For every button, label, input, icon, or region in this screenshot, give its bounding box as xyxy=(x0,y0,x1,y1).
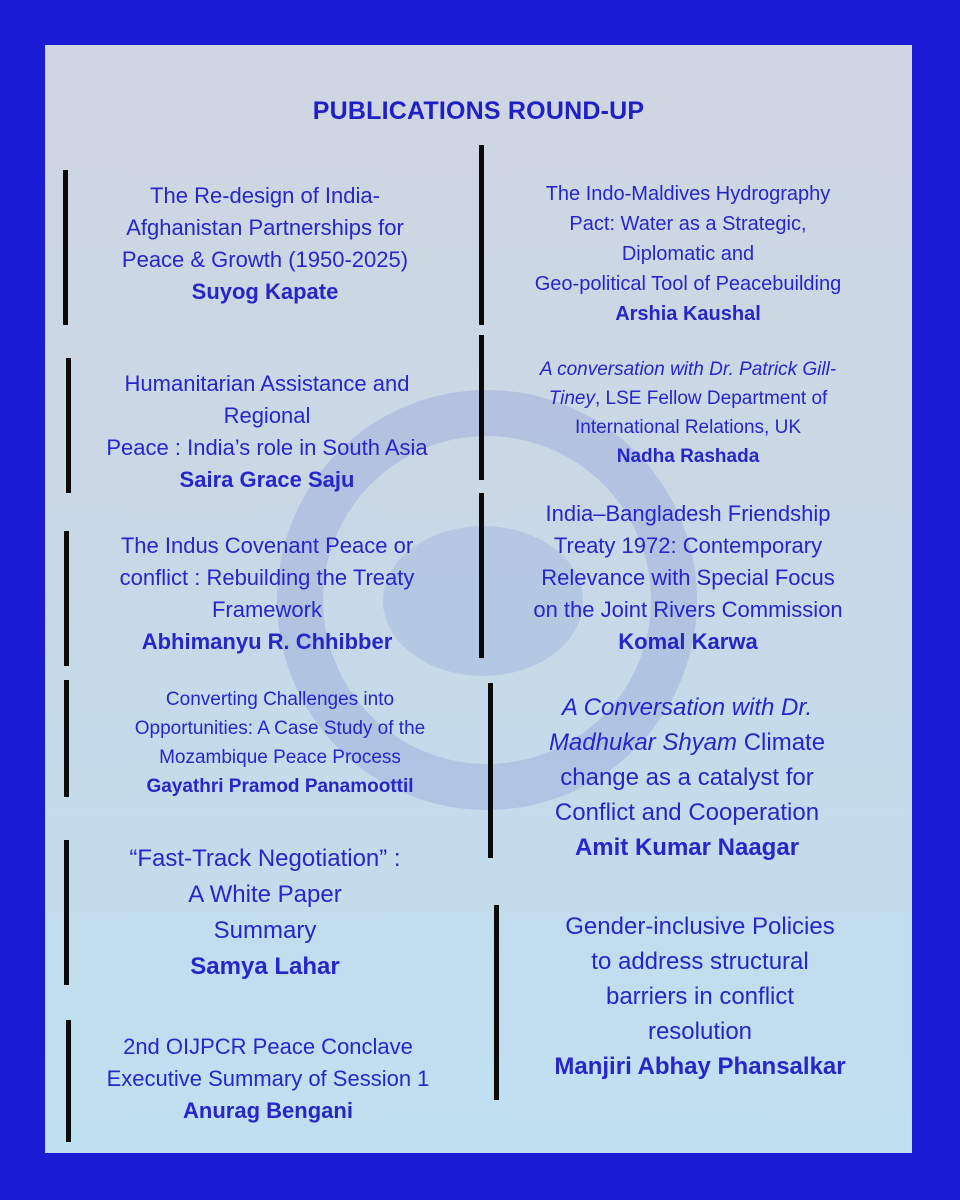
publication-title-line: “Fast-Track Negotiation” : xyxy=(129,845,401,872)
publication-entry xyxy=(505,909,895,1084)
publication-title-text: , LSE Fellow Department of xyxy=(594,388,828,409)
publication-title-line: Geo-political Tool of Peacebuilding xyxy=(534,273,842,295)
publication-title-line: 2nd OIJPCR Peace Conclave xyxy=(123,1034,413,1059)
publication-title-line: Opportunities: A Case Study of the xyxy=(134,718,426,739)
publication-title-line: barriers in conflict xyxy=(605,983,795,1010)
publication-entry xyxy=(497,690,877,865)
divider-bar xyxy=(64,531,69,666)
publication-author: Abhimanyu R. Chhibber xyxy=(141,629,393,654)
divider-bar xyxy=(479,145,484,325)
divider-bar xyxy=(64,680,69,797)
publication-title-line: Gender-inclusive Policies xyxy=(565,913,835,940)
publication-title-line xyxy=(493,355,883,384)
publication-title-line: on the Joint Rivers Commission xyxy=(533,597,843,622)
publication-entry xyxy=(493,498,883,658)
publication-title-line: The Re-design of India- xyxy=(150,183,380,208)
publication-title-line: Treaty 1972: Contemporary xyxy=(553,533,823,558)
publication-title-italic: Tiney xyxy=(548,388,595,409)
publication-title-line: Summary xyxy=(213,917,317,944)
publication-title-line: India–Bangladesh Friendship xyxy=(545,501,831,526)
publication-author: Samya Lahar xyxy=(190,953,340,980)
publication-title-line: Conflict and Cooperation xyxy=(554,799,820,826)
publication-author: Arshia Kaushal xyxy=(615,303,761,325)
publication-author: Saira Grace Saju xyxy=(179,467,355,492)
publication-title-line: Peace : India’s role in South Asia xyxy=(106,435,428,460)
publication-author: Suyog Kapate xyxy=(191,279,339,304)
divider-bar xyxy=(488,683,493,858)
publication-title-line: to address structural xyxy=(591,948,809,975)
publication-author: Nadha Rashada xyxy=(616,446,760,467)
publication-title-line: Humanitarian Assistance and xyxy=(124,371,410,396)
publication-title-line xyxy=(497,725,877,760)
publication-title-italic: Madhukar Shyam xyxy=(548,729,738,756)
divider-bar xyxy=(494,905,499,1100)
publication-entry xyxy=(75,180,455,308)
publication-title-line: Afghanistan Partnerships for xyxy=(126,215,404,240)
publication-title-line xyxy=(497,690,877,725)
publication-entry xyxy=(493,355,883,471)
page-title: PUBLICATIONS ROUND-UP xyxy=(312,97,645,125)
publication-title-line: change as a catalyst for xyxy=(560,764,814,791)
publication-title-italic: A conversation with Dr. Patrick Gill- xyxy=(539,359,837,380)
divider-bar xyxy=(66,1020,71,1142)
publication-title-line: Framework xyxy=(211,597,322,622)
publication-title-line: Mozambique Peace Process xyxy=(159,747,401,768)
publication-title-italic: A Conversation with Dr. xyxy=(561,694,813,721)
publication-author: Komal Karwa xyxy=(618,629,758,654)
publication-title-line: Peace & Growth (1950-2025) xyxy=(121,247,409,272)
divider-bar xyxy=(479,335,484,480)
publication-title-line: Pact: Water as a Strategic, xyxy=(569,213,807,235)
publication-title-line: The Indo-Maldives Hydrography xyxy=(545,183,831,205)
publication-title-line: resolution xyxy=(647,1018,753,1045)
publication-title-line: Relevance with Special Focus xyxy=(541,565,835,590)
publication-title-line: The Indus Covenant Peace or xyxy=(120,533,414,558)
publication-title-line xyxy=(493,384,883,413)
publication-author: Amit Kumar Naagar xyxy=(574,834,800,861)
publication-author: Anurag Bengani xyxy=(183,1098,353,1123)
publication-entry xyxy=(75,841,455,985)
publication-title-text: Climate xyxy=(737,729,826,756)
publication-title-line: Converting Challenges into xyxy=(165,689,395,710)
publication-title-line: Executive Summary of Session 1 xyxy=(106,1066,430,1091)
divider-bar xyxy=(479,493,484,658)
content-panel xyxy=(45,45,912,1153)
publication-author: Gayathri Pramod Panamoottil xyxy=(146,776,414,797)
publication-author: Manjiri Abhay Phansalkar xyxy=(554,1053,846,1080)
publication-title-line: Regional xyxy=(223,403,311,428)
publication-title-line: conflict : Rebuilding the Treaty xyxy=(119,565,415,590)
publication-title-line: International Relations, UK xyxy=(574,417,801,438)
divider-bar xyxy=(63,170,68,325)
publication-entry xyxy=(493,179,883,329)
publication-title-line: A White Paper xyxy=(188,881,342,908)
divider-bar xyxy=(64,840,69,985)
publication-entry xyxy=(85,685,475,801)
publication-entry xyxy=(75,1031,461,1127)
publication-title-line: Diplomatic and xyxy=(621,243,755,265)
publication-entry xyxy=(75,368,459,496)
publication-entry xyxy=(75,530,459,658)
divider-bar xyxy=(66,358,71,493)
